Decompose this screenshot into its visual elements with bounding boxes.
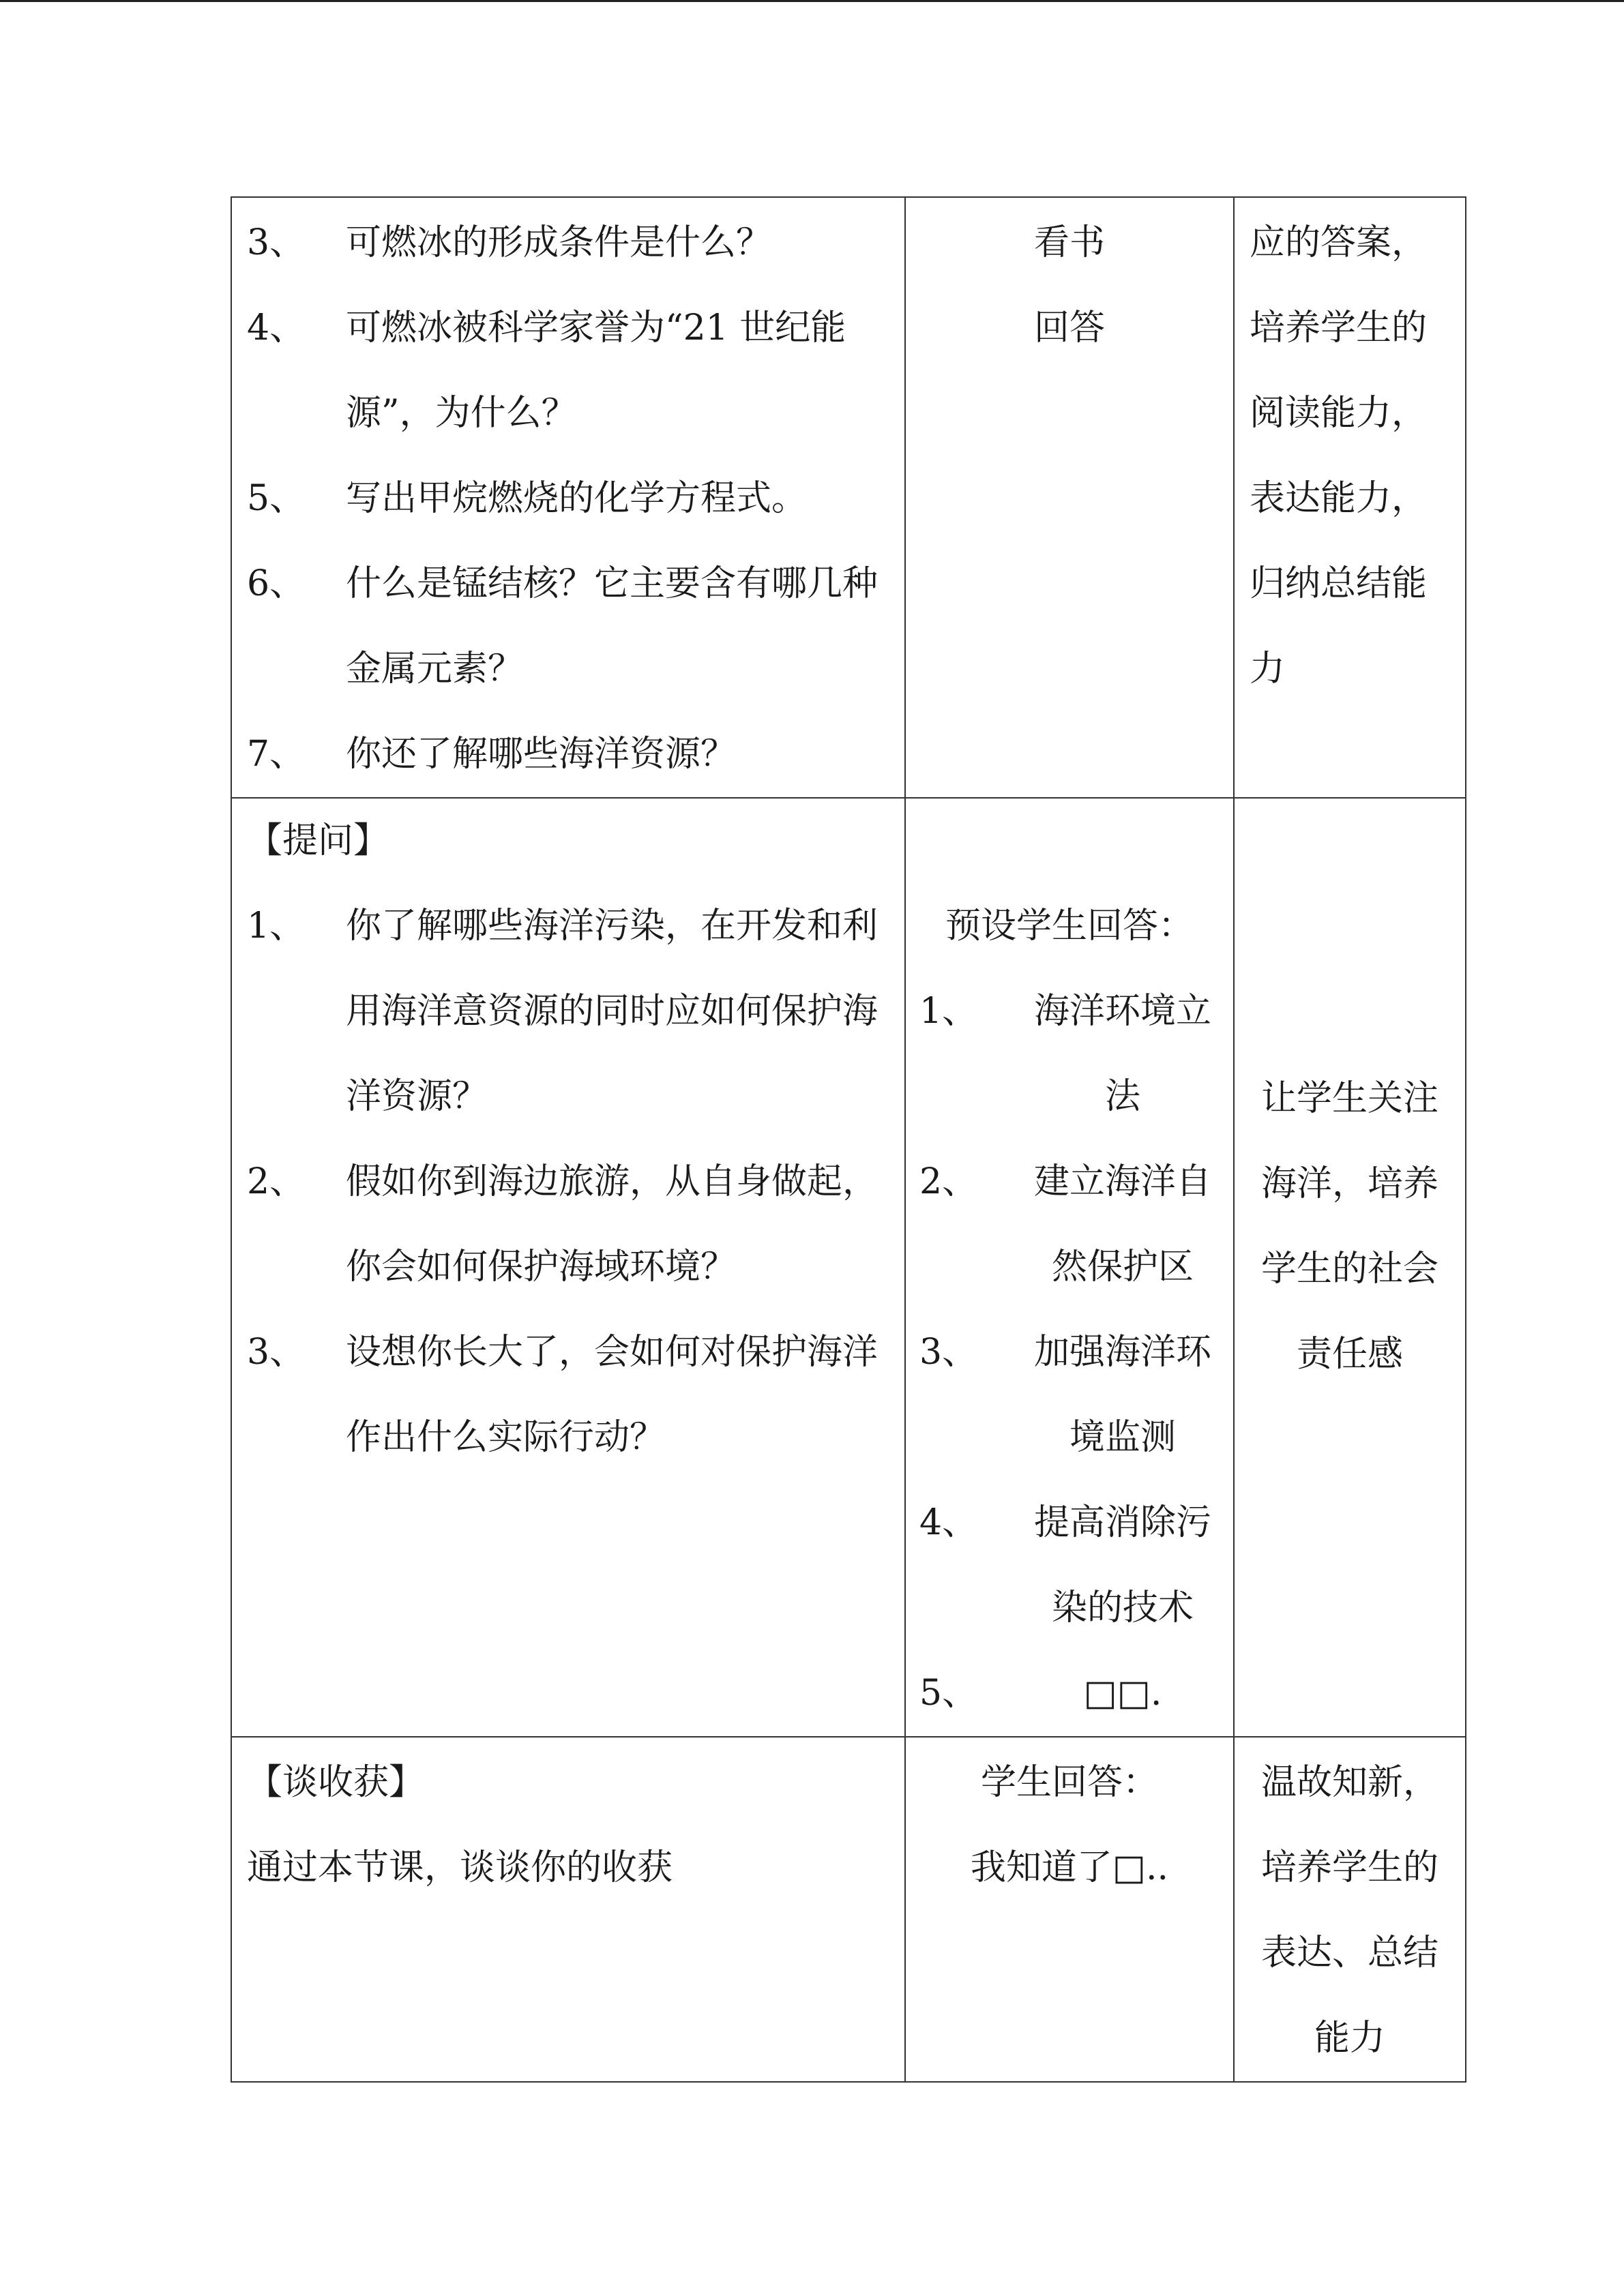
teacher-activity-cell [231,197,905,798]
item-number: 4、 [919,1502,978,1543]
list-item [906,969,1233,1139]
item-text: 可燃冰的形成条件是什么？ [346,222,772,263]
item-text: 你还了解哪些海洋资源？ [346,734,737,775]
design-intent-cell [1234,798,1466,1737]
section-prompt: 通过本节课，谈谈你的收获 [247,1847,673,1888]
student-activity-line: 回答 [1033,308,1105,348]
item-number: 3、 [247,222,306,263]
design-intent-cell [1234,1737,1466,2082]
list-item [232,884,904,1139]
student-activity-cell [905,197,1234,798]
item-text: 提高消除污染的技术 [1033,1502,1211,1628]
item-text: 加强海洋环境监测 [1033,1332,1211,1458]
section-heading: 【提问】 [247,820,389,861]
item-text: 可燃冰被科学家誉为“21 世纪能源”，为什么？ [346,308,846,434]
student-activity-cell [905,1737,1234,2082]
table-row [231,197,1466,798]
item-number: 1、 [247,906,306,946]
design-intent-text: 应的答案，培养学生的阅读能力，表达能力，归纳总结能力 [1250,222,1428,689]
item-number: 3、 [919,1332,978,1373]
design-intent-text: 温故知新，培养学生的表达、总结能力 [1260,1762,1438,2059]
item-number: 2、 [247,1161,306,1202]
item-number: 5、 [247,478,306,519]
item-number: 1、 [919,991,978,1032]
list-item [232,541,904,712]
table-row [231,1737,1466,2082]
list-item [232,712,904,797]
list-item [232,1139,904,1310]
page-top-rule [0,0,1624,2]
lesson-plan-table [231,196,1466,2083]
list-item [906,1651,1233,1736]
teacher-activity-cell [231,1737,905,2082]
list-item [232,286,904,456]
table-row [231,798,1466,1737]
design-intent-text: 让学生关注海洋，培养学生的社会责任感 [1260,1077,1438,1375]
section-heading: 【谈收获】 [247,1762,425,1803]
list-item [232,1310,904,1480]
item-text: 海洋环境立法 [1033,991,1211,1117]
student-activity-line: 看书 [1033,222,1105,263]
item-text: 建立海洋自然保护区 [1033,1161,1211,1287]
item-number: 2、 [919,1161,978,1202]
item-text: 写出甲烷燃烧的化学方程式。 [346,478,808,519]
item-text: 什么是锰结核？它主要含有哪几种金属元素？ [346,563,879,689]
student-answer-text: 我知道了□.. [970,1847,1169,1888]
item-number: 3、 [247,1332,306,1373]
item-number: 5、 [919,1673,978,1714]
item-text: 你了解哪些海洋污染，在开发和利用海洋意资源的同时应如何保护海洋资源？ [346,906,879,1117]
list-item [232,456,904,541]
item-number: 6、 [247,563,306,604]
design-intent-cell [1234,197,1466,798]
student-answer-heading: 预设学生回答： [945,906,1194,946]
item-number: 7、 [247,734,306,775]
list-item [906,1139,1233,1310]
item-text: 假如你到海边旅游，从自身做起，你会如何保护海域环境？ [346,1161,879,1287]
student-activity-cell [905,798,1234,1737]
teacher-activity-cell [231,798,905,1737]
item-number: 4、 [247,308,306,348]
list-item [232,200,904,286]
item-text: 设想你长大了，会如何对保护海洋作出什么实际行动？ [346,1332,879,1458]
item-text: □□. [1083,1673,1162,1714]
list-item [906,1310,1233,1480]
list-item [906,1480,1233,1651]
student-answer-heading: 学生回答： [980,1762,1158,1803]
